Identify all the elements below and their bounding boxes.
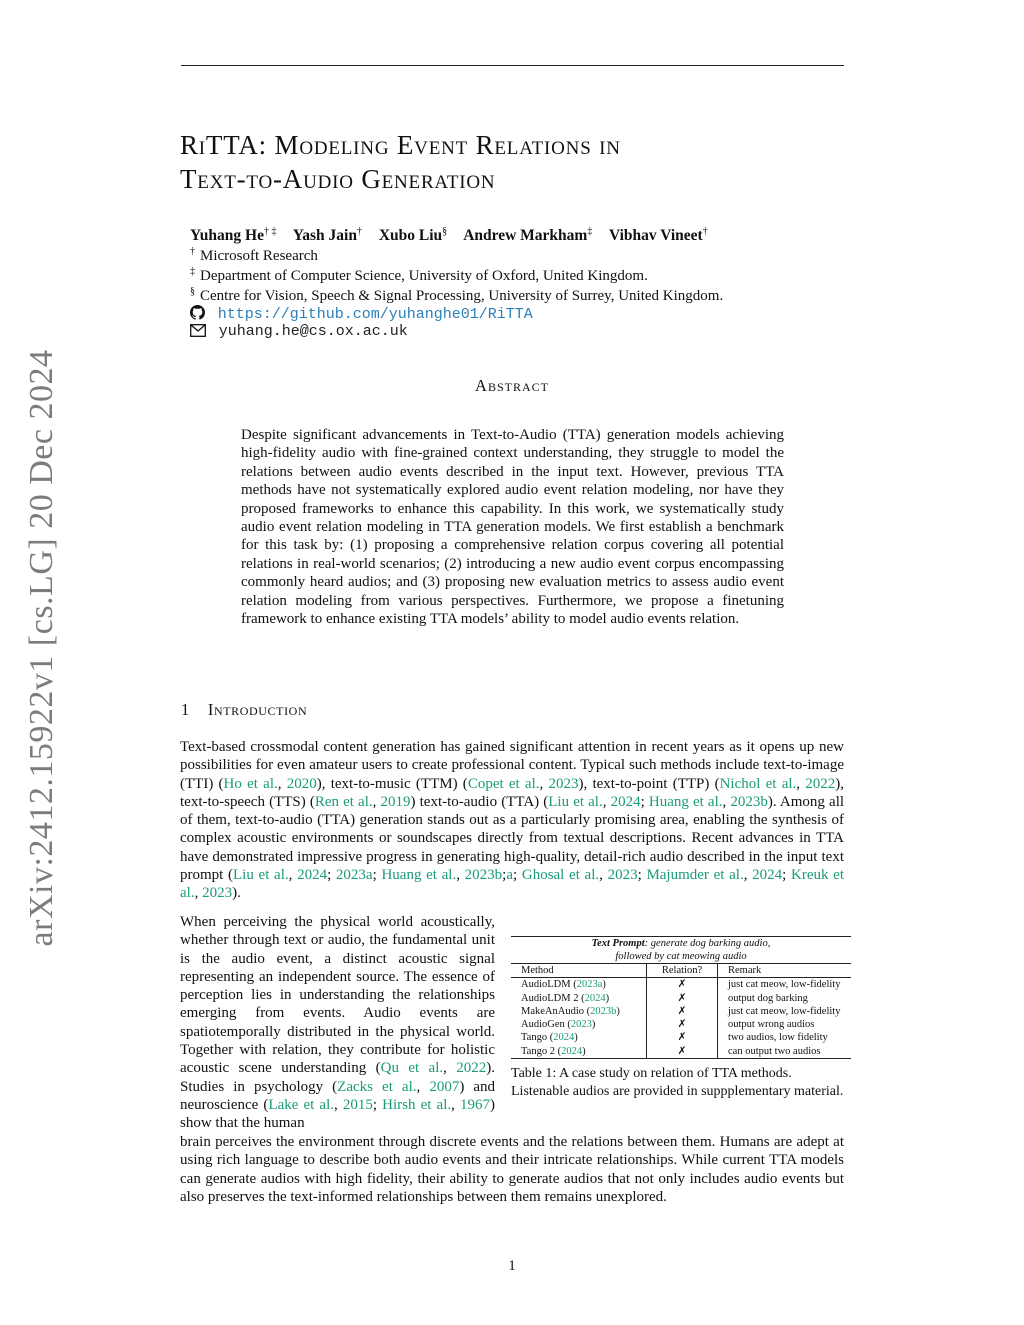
section-number: 1 [181,700,190,719]
mail-icon [190,324,206,337]
citation-link[interactable]: Liu et al. [233,867,289,884]
table-row: MakeAnAudio (2023b) ✗ just cat meow, low-fidelity [511,1005,851,1018]
relation-cross-icon: ✗ [647,1018,718,1031]
author: Yuhang He† ‡ [190,226,277,245]
citation-link[interactable]: Hirsh et al. [382,1096,452,1113]
table-grid [511,963,851,1059]
paper-page: arXiv:2412.15922v1 [cs.LG] 20 Dec 2024 RiTTA: Modeling Event Relations in Text-to-Audio Generation Yuhang He† ‡ Yash Jain† Xubo Liu§ Andrew Markham‡ Vibhav Vineet† † Microsoft Research ‡ Department of Computer Science, University of Oxford, United Kingdom. § Centre for Vision, Speech & Signal Processing, University of Surrey, United Kingdom. https://github.com/yuhanghe01/RiTTA yuhang.he@cs.ox.ac.uk Abstract Despite significant advancements in Text-to-Audio (TTA) generation models achieving high-fidelity audio with fine-grained context understanding, they struggle to model the relations between audio events described in the input text. However, previous TTA methods have not systematically explored audio event relation modeling, nor have they proposed frameworks to enhance this capability. In this work, we systematically study audio event relation modeling in TTA generation models. We first establish a benchmark for this task by: (1) proposing a comprehensive relation corpus covering all potential relations in real-world scenarios; (2) introducing a new audio event corpus encompassing commonly heard audios; and (3) proposing new evaluation metrics to assess audio event relation modeling from various perspectives. Furthermore, we propose a finetuning framework to enhance existing TTA models’ ability to model audio events relation. 1 Introduction Text-based crossmodal content generation has gained significant attention in recent years as it opens up new possibilities for even amateur users to create professional content. Typical such methods include text-to-image (TTI) (Ho et al., 2020), text-to-music (TTM) (Copet et al., 2023), text-to-point (TTP) (Nichol et al., 2022), text-to-speech (TTS) (Ren et al., 2019) text-to-audio (TTA) (Liu et al., 2024; Huang et al., 2023b). Among all of them, text-to-audio (TTA) generation stands out as a particularly promising area, enabling the synthesis of complex acoustic environments or soundscapes directly from textual descriptions. Recent advances in TTA have demonstrated impressive progress in generating high-quality, detail-rich audio described in the input text prompt (Liu et al., 2024; 2023a; Huang et al., 2023b;a; Ghosal et al., 2023; Majumder et al., 2024; Kreuk et al., 2023). When perceiving the physical world acoustically, whether through text or audio, the fundamental unit is the audio event, a distinct acoustic signal representing an independent source. The essence of perception lies in understanding the relationships emerging from events. Audio events are spatiotemporally distributed in the physical world. Together with relation, they contribute for holistic acoustic scene understanding (Qu et al., 2022). Studies in psychology (Zacks et al., 2007) and neuroscience (Lake et al., 2015; Hirsh et al., 1967) show that the human Text Prompt: generate dog barking audio, followed by cat meowing audio Method Relation? Remark AudioLDM (2023a) ✗ just cat meow, low-fidelity AudioLDM 2 (2024) ✗ output dog barking MakeAnAudio (2023b) ✗ just cat meow, low-fidelity AudioGen (2023) ✗ output wrong audios Tango (2024) ✗ two audios, low fidelity Tango 2 (2024) ✗ can output two audios Table 1: A case study on relation of TTA methods. Listenable audios are provided in suppplementary material. brain perceives the environment through discrete events and the relations between them. Humans are adept at using rich language to describe both audio events and their intricate relationships. While current TTA models can generate audios with high fidelity, their ability to generate audios that not only includes audio events but also preserves the text-informed relationships between them remains unexplored. 1 [0,0,1024,1325]
github-row [190,305,533,323]
citation-link[interactable]: 2023b [730,793,768,810]
author: Andrew Markham‡ [463,226,593,245]
table-row: AudioLDM (2023a) ✗ just cat meow, low-fidelity [511,978,851,992]
intro-paragraph-3: brain perceives the environment through discrete events and the relations between them. Humans are adept at using rich language to describe both audio events and their intricate relationships. While current TTA models can generate audios with high fidelity, their ability to generate audios that not only includes audio events but also preserves the text-informed relationships between them remains unexplored. [180,1134,844,1205]
paper-title [180,128,844,196]
table-row: AudioGen (2023) ✗ output wrong audios [511,1018,851,1031]
citation-link[interactable]: 2023a [335,867,373,884]
case-study-table [511,936,851,1101]
column-header: Relation? [647,964,718,978]
title-line-2: Text-to-Audio Generation [180,164,496,194]
affiliation: § Centre for Vision, Speech & Signal Processing, University of Surrey, United Kingdom. [190,286,724,304]
column-header: Method [511,964,647,978]
top-rule [181,65,844,66]
citation-link[interactable]: Kreuk et al. [180,867,844,902]
citation-link[interactable]: Huang et al. [648,793,723,810]
table-prompt: Text Prompt: generate dog barking audio, followed by cat meowing audio [591,938,771,962]
relation-cross-icon: ✗ [647,1005,718,1018]
citation-link[interactable]: Zacks et al. [337,1078,417,1095]
citation-link[interactable]: 2015 [342,1096,373,1113]
column-header: Remark [718,964,852,978]
citation-link[interactable]: 2024 [584,992,606,1004]
citation-link[interactable]: 2023b [590,1005,617,1017]
citation-link[interactable]: 2022 [456,1060,487,1077]
citation-link[interactable]: Lake et al. [268,1096,335,1113]
citation-link[interactable]: 2023 [570,1019,592,1031]
intro-paragraph-2: When perceiving the physical world acoustically, whether through text or audio, the fundamental unit is the audio event, a distinct acoustic signal representing an independent source. The essence of perception lies in understanding the relationships emerging from events. Audio events are spatiotemporally distributed in the physical world. Together with relation, they contribute for holistic acoustic scene understanding (Qu et al., 2022). Studies in psychology (Zacks et al., 2007) and neuroscience (Lake et al., 2015; Hirsh et al., 1967) show that the human [180,914,496,1132]
author-list [190,226,721,245]
abstract-heading: Abstract [475,376,549,395]
author: Xubo Liu§ [378,226,448,245]
table-row: Tango (2024) ✗ two audios, low fidelity [511,1031,851,1044]
affiliation: ‡ Department of Computer Science, University of Oxford, United Kingdom. [190,266,648,284]
table-row: AudioLDM 2 (2024) ✗ output dog barking [511,992,851,1005]
intro-paragraph-1: Text-based crossmodal content generation has gained significant attention in recent years as it opens up new possibilities for even amateur users to create professional content. Typical such methods include text-to-image (TTI) (Ho et al., 2020), text-to-music (TTM) (Copet et al., 2023), text-to-point (TTP) (Nichol et al., 2022), text-to-speech (TTS) (Ren et al., 2019) text-to-audio (TTA) (Liu et al., 2024; Huang et al., 2023b). Among all of them, text-to-audio (TTA) generation stands out as a particularly promising area, enabling the synthesis of complex acoustic environments or soundscapes directly from textual descriptions. Recent advances in TTA have demonstrated impressive progress in generating high-quality, detail-rich audio described in the input text prompt (Liu et al., 2024; 2023a; Huang et al., 2023b;a; Ghosal et al., 2023; Majumder et al., 2024; Kreuk et al., 2023). [180,739,845,902]
citation-link[interactable]: 2023 [607,867,638,884]
email-row [190,323,408,340]
email-address[interactable]: yuhang.he@cs.ox.ac.uk [218,323,408,340]
citation-link[interactable]: 2024 [610,793,641,810]
citation-link[interactable]: Ghosal et al. [521,867,600,884]
github-icon [190,305,205,320]
citation-link[interactable]: 2023 [202,885,233,902]
table-caption: Table 1: A case study on relation of TTA methods. Listenable audios are provided in suppplementary material. [511,1066,844,1100]
citation-link[interactable]: Liu et al. [548,793,603,810]
relation-cross-icon: ✗ [647,1045,718,1059]
table-row: Tango 2 (2024) ✗ can output two audios [511,1045,851,1059]
author: Vibhav Vineet† [608,226,708,245]
citation-link[interactable]: 2024 [561,1045,583,1057]
github-link[interactable]: https://github.com/yuhanghe01/RiTTA [217,306,533,323]
citation-link[interactable]: Huang et al. [381,867,457,884]
citation-link[interactable]: 2020 [286,775,317,792]
abstract-text: Despite significant advancements in Text-to-Audio (TTA) generation models achieving high-fidelity audio with fine-grained context understanding, they struggle to model the relations between audio events described in the input text. However, previous TTA methods have not systematically explored audio event relation modeling, nor have they proposed frameworks to enhance this capability. In this work, we systematically study audio event relation modeling in TTA generation models. We first establish a benchmark for this task by: (1) proposing a comprehensive relation corpus covering all potential relations in real-world scenarios; (2) introducing a new audio event corpus encompassing commonly heard audios; and (3) proposing new evaluation metrics to assess audio event relation modeling from various perspectives. Furthermore, we propose a finetuning framework to enhance existing TTA models’ ability to model audio events relation. [241,427,784,628]
citation-link[interactable]: Nichol et al. [719,775,797,792]
citation-link[interactable]: 2007 [429,1078,460,1095]
citation-link[interactable]: Copet et al. [467,775,540,792]
citation-link[interactable]: a [506,867,513,884]
citation-link[interactable]: Qu et al. [380,1060,444,1077]
affiliation: † Microsoft Research [190,246,318,264]
citation-link[interactable]: 1967 [460,1096,491,1113]
table-header-row [511,964,851,978]
citation-link[interactable]: 2019 [380,793,411,810]
citation-link[interactable]: 2023a [576,979,603,991]
title-line-1: RiTTA: Modeling Event Relations in [180,130,621,160]
citation-link[interactable]: 2024 [553,1032,575,1044]
citation-link[interactable]: Ren et al. [314,793,373,810]
citation-link[interactable]: 2023b [464,867,503,884]
relation-cross-icon: ✗ [647,1031,718,1044]
page-number: 1 [508,1258,516,1274]
citation-link[interactable]: 2024 [297,867,328,884]
author: Yash Jain† [292,226,362,245]
citation-link[interactable]: Majumder et al. [646,867,744,884]
citation-link[interactable]: 2022 [805,775,836,792]
section-title: Introduction [207,700,308,719]
relation-cross-icon: ✗ [647,992,718,1005]
citation-link[interactable]: 2024 [752,867,783,884]
section-heading [181,700,307,720]
relation-cross-icon: ✗ [647,978,718,992]
citation-link[interactable]: 2023 [548,775,579,792]
citation-link[interactable]: Ho et al. [223,775,278,792]
